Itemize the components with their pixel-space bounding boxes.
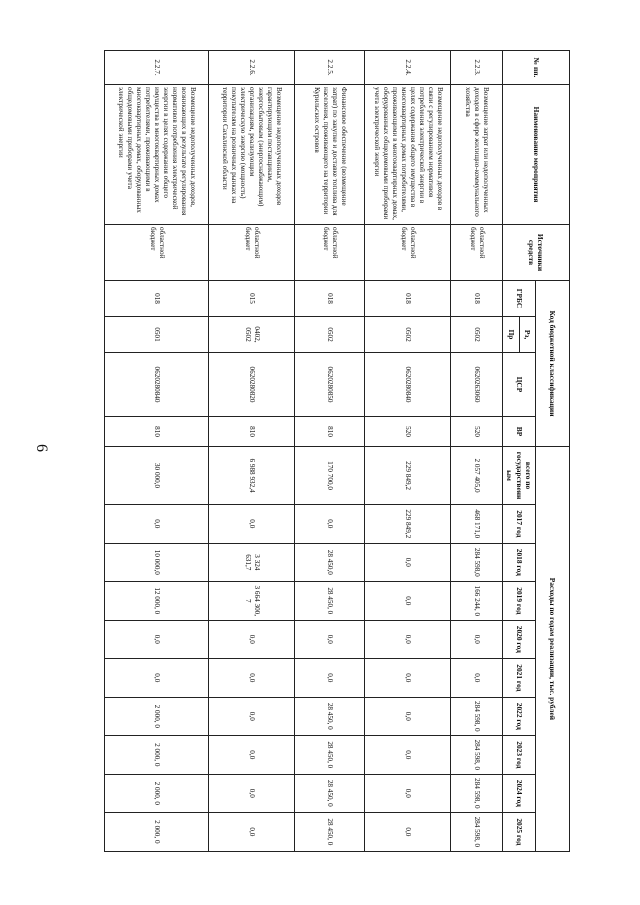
header-year: 2020 год — [503, 620, 536, 659]
row-grbs: 018 — [451, 281, 503, 317]
row-year-value: 0,0 — [295, 620, 365, 659]
row-year-value: 284 598, 0 — [451, 736, 503, 775]
row-rzpr: 0502 — [365, 317, 451, 353]
row-rzpr: 0502 — [451, 317, 503, 353]
row-vr: 810 — [105, 417, 209, 447]
row-total: 2 057 405,0 — [451, 447, 503, 505]
table-row — [365, 51, 451, 852]
row-year-value: 28 450,0 — [295, 543, 365, 582]
row-year-value: 284 598, 0 — [451, 774, 503, 813]
row-rzpr: 0502 — [295, 317, 365, 353]
row-vr: 520 — [365, 417, 451, 447]
row-name: Возмещение затрат или недополученных доходов в сфере жилищно-коммунального хозяйства — [451, 85, 503, 225]
row-year-value: 0,0 — [105, 659, 209, 698]
header-year: 2018 год — [503, 543, 536, 582]
row-year-value: 3 664 300, 7 — [209, 582, 295, 621]
row-num: 2.2.4. — [365, 51, 451, 85]
header-total: всего по государственным — [503, 447, 536, 505]
row-year-value: 0,0 — [365, 582, 451, 621]
row-year-value: 0,0 — [365, 774, 451, 813]
header-year: 2021 год — [503, 659, 536, 698]
row-name: Возмещение недополученных доходов в связи с регулированием нормативов потребления электрической энергии в целях содержания общего имущества в многоквартирных домах потребителями, проживающими в многоквартирных домах, оборудованных общедомовыми приборами учета электрической энергии — [365, 85, 451, 225]
row-year-value: 0,0 — [295, 505, 365, 544]
row-csr: 0620263060 — [451, 353, 503, 417]
row-csr: 0620280840 — [365, 353, 451, 417]
row-year-value: 28 450, 0 — [295, 736, 365, 775]
row-name: Финансовое обеспечение (возмещение затрат) по закупке и доставке топлива для населения, проживающего на территории Курильских островов — [295, 85, 365, 225]
row-num: 2.2.3. — [451, 51, 503, 85]
row-year-value: 0,0 — [451, 620, 503, 659]
row-source: областной бюджет — [209, 225, 295, 281]
row-year-value: 0,0 — [365, 736, 451, 775]
row-year-value: 28 450, 0 — [295, 582, 365, 621]
row-year-value: 0,0 — [365, 543, 451, 582]
table-row — [451, 51, 503, 852]
row-year-value: 284 598, 0 — [451, 697, 503, 736]
row-year-value: 166 244, 0 — [451, 582, 503, 621]
row-grbs: 015 — [209, 281, 295, 317]
row-csr: 0620280820 — [209, 353, 295, 417]
row-source: областной бюджет — [451, 225, 503, 281]
row-year-value: 28 450, 0 — [295, 813, 365, 852]
row-total: 170 700,0 — [295, 447, 365, 505]
header-year: 2025 год — [503, 813, 536, 852]
row-year-value: 12 000, 0 — [105, 582, 209, 621]
row-num: 2.2.6. — [209, 51, 295, 85]
row-source: областной бюджет — [105, 225, 209, 281]
row-year-value: 0,0 — [295, 659, 365, 698]
header-pr: Пр — [503, 317, 519, 353]
header-grbs: ГРБС — [503, 281, 536, 317]
row-year-value: 2 000, 0 — [105, 697, 209, 736]
header-source: Источники средств — [503, 225, 570, 281]
row-year-value: 0,0 — [209, 813, 295, 852]
row-year-value: 2 000, 0 — [105, 774, 209, 813]
row-year-value: 2 000, 0 — [105, 736, 209, 775]
header-vr: ВР — [503, 417, 536, 447]
row-year-value: 0,0 — [209, 736, 295, 775]
row-year-value: 0,0 — [209, 697, 295, 736]
row-rzpr: 0501 — [105, 317, 209, 353]
row-total: 6 988 932,4 — [209, 447, 295, 505]
row-year-value: 10 000,0 — [105, 543, 209, 582]
table-row — [105, 51, 209, 852]
row-total: 229 849,2 — [365, 447, 451, 505]
row-name: Возмещение недополученных доходов гарантирующим поставщикам, энергосбытовым (энергоснабжающим) организациям, реализующим электрическую энергию (мощность) покупателям на розничных рынках на территории Сахалинской области — [209, 85, 295, 225]
row-year-value: 3 324 631,7 — [209, 543, 295, 582]
budget-table — [104, 50, 570, 852]
row-num: 2.2.5. — [295, 51, 365, 85]
header-year: 2023 год — [503, 736, 536, 775]
header-csr: ЦСР — [503, 353, 536, 417]
table-row — [295, 51, 365, 852]
row-num: 2.2.7. — [105, 51, 209, 85]
row-name: Возмещение недополученных доходов, возникающих в результате регулирования нормативов потребления электрической энергии в целях содержания общего имущества в многоквартирных домах потребителями, проживающими в многоквартирных домах, оборудованных общедомовыми приборами учета электрической энергии — [105, 85, 209, 225]
row-year-value: 0,0 — [209, 620, 295, 659]
row-year-value: 0,0 — [451, 659, 503, 698]
header-budget-code: Код бюджетной классификации — [536, 281, 570, 447]
row-grbs: 018 — [365, 281, 451, 317]
row-year-value: 2 000, 0 — [105, 813, 209, 852]
row-year-value: 0,0 — [209, 659, 295, 698]
table-row — [209, 51, 295, 852]
row-year-value: 0,0 — [105, 620, 209, 659]
header-expenses: Расходы по годам реализации, тыс. рублей — [536, 447, 570, 852]
row-source: областной бюджет — [295, 225, 365, 281]
row-year-value: 0,0 — [209, 505, 295, 544]
header-year: 2017 год — [503, 505, 536, 544]
page-number: 6 — [33, 444, 50, 452]
row-year-value: 284 598, 0 — [451, 813, 503, 852]
row-year-value: 468 171,0 — [451, 505, 503, 544]
row-vr: 520 — [451, 417, 503, 447]
row-year-value: 28 450, 0 — [295, 774, 365, 813]
row-year-value: 0,0 — [365, 620, 451, 659]
row-year-value: 0,0 — [365, 813, 451, 852]
header-rz: Рз, — [519, 317, 535, 353]
rotated-table-container — [104, 50, 570, 850]
row-csr: 0620280850 — [295, 353, 365, 417]
row-grbs: 018 — [295, 281, 365, 317]
row-year-value: 0,0 — [365, 659, 451, 698]
header-name: Наименование мероприятия — [503, 85, 570, 225]
row-year-value: 229 849,2 — [365, 505, 451, 544]
row-rzpr: 0402, 0502 — [209, 317, 295, 353]
row-vr: 810 — [295, 417, 365, 447]
row-source: областной бюджет — [365, 225, 451, 281]
header-year: 2019 год — [503, 582, 536, 621]
row-grbs: 018 — [105, 281, 209, 317]
row-year-value: 28 450, 0 — [295, 697, 365, 736]
row-year-value: 0,0 — [365, 697, 451, 736]
header-year: 2024 год — [503, 774, 536, 813]
row-csr: 0620280840 — [105, 353, 209, 417]
row-year-value: 284 598,0 — [451, 543, 503, 582]
row-vr: 810 — [209, 417, 295, 447]
row-year-value: 0,0 — [209, 774, 295, 813]
row-year-value: 0,0 — [105, 505, 209, 544]
row-total: 30 000,0 — [105, 447, 209, 505]
header-num: № пп. — [503, 51, 570, 85]
header-year: 2022 год — [503, 697, 536, 736]
